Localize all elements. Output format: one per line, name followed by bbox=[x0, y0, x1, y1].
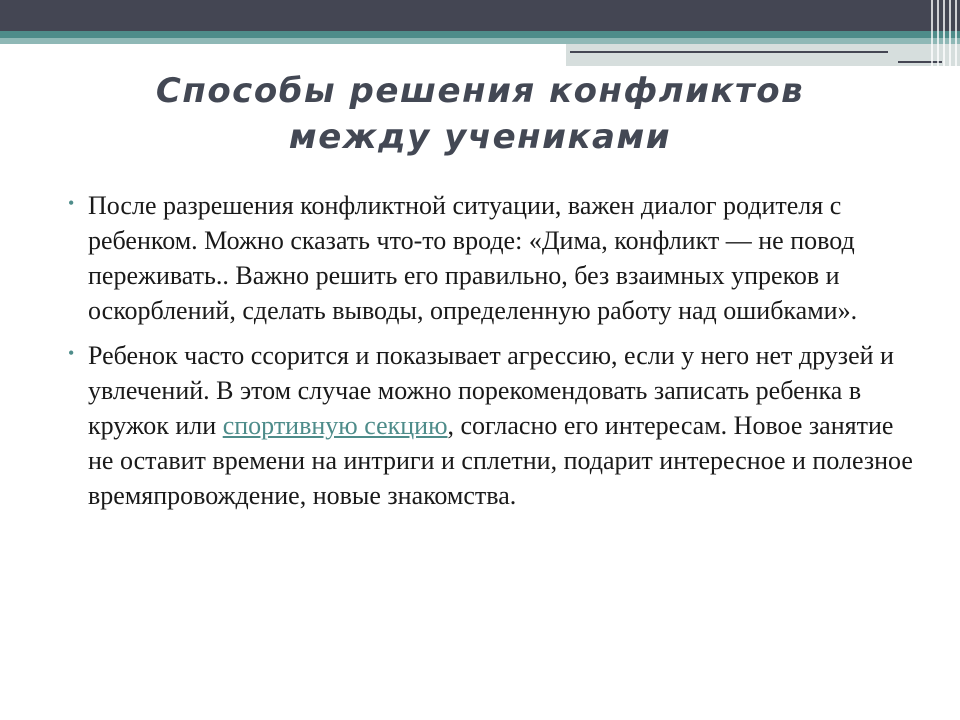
slide-title-line-2: между учениками bbox=[288, 117, 672, 157]
bullet-text bbox=[88, 338, 916, 513]
bullet-icon: • bbox=[68, 343, 75, 363]
header-stripes bbox=[927, 0, 960, 66]
header-accent-line bbox=[570, 51, 888, 53]
bullet-icon: • bbox=[68, 193, 75, 213]
slide-title bbox=[60, 68, 900, 160]
bullet-text: После разрешения конфликтной ситуации, важен диалог родителя с ребенком. Можно сказать что-то вроде: «Дима, конфликт — не повод переживать.. Важно решить его правильно, без взаимных упреков и оскорблений, сделать выводы, определенную работу над ошибками». bbox=[88, 191, 858, 325]
bullet-text-after: , согласно его интересам. Новое занятие не оставит времени на интриги и сплетни, подарит интересное и полезное времяпровождение, новые знакомства. bbox=[88, 411, 913, 510]
slide-title-line-1: Способы решения конфликтов bbox=[155, 71, 805, 111]
bullet-text-before: Ребенок часто ссорится и показывает агрессию, если у него нет друзей и увлечений. В этом случае можно порекомендовать записать ребенка в кружок или bbox=[88, 341, 894, 440]
bullet-item bbox=[68, 188, 916, 328]
sport-section-link[interactable]: спортивную секцию bbox=[222, 411, 448, 440]
slide-content bbox=[68, 188, 916, 523]
header-bar-teal bbox=[0, 31, 960, 38]
bullet-item bbox=[68, 338, 916, 513]
header-bar-dark bbox=[0, 0, 960, 31]
